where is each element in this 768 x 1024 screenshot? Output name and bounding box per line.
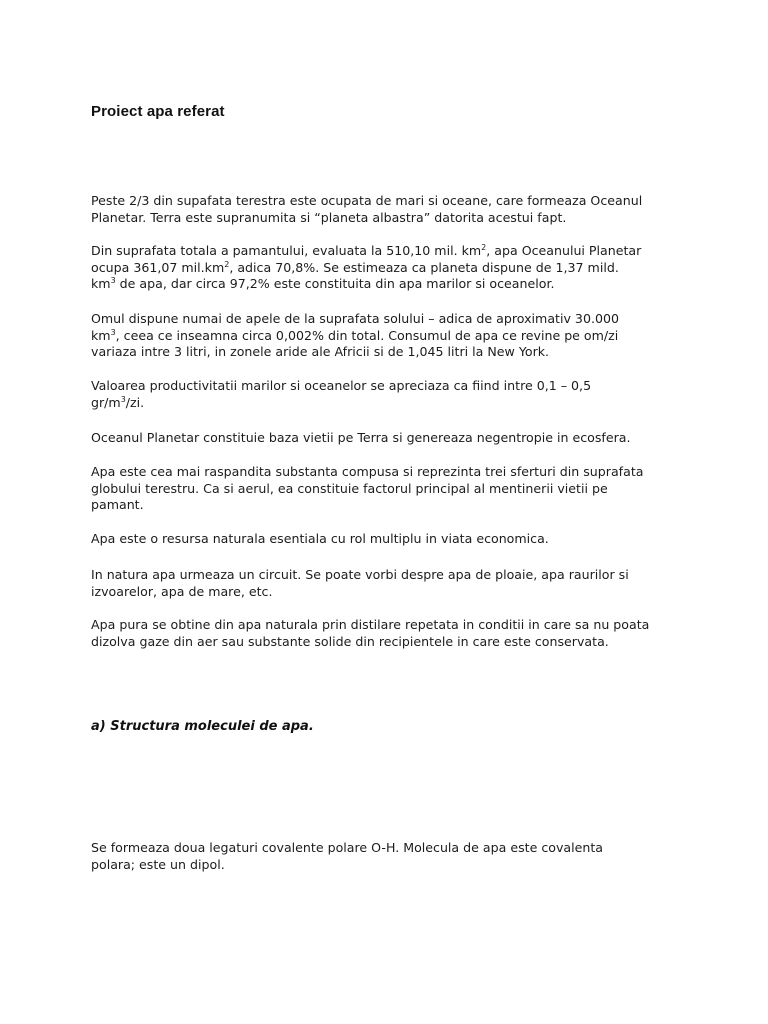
paragraph-planet-ocean <box>91 430 630 447</box>
text-line: globului terestru. Ca si aerul, ea constituie factorul principal al mentinerii vietii pe <box>91 480 608 496</box>
text-fragment: , ceea ce inseamna circa 0,002% din total. Consumul de apa ce revine pe om/zi <box>115 327 619 343</box>
text-line: Apa pura se obtine din apa naturala prin distilare repetata in conditii in care sa nu poata <box>91 617 650 632</box>
text-line <box>91 243 641 260</box>
text-line: In natura apa urmeaza un circuit. Se poate vorbi despre apa de ploaie, apa raurilor si <box>91 567 629 582</box>
paragraph-pure-water <box>91 617 649 650</box>
text-line: izvoarelor, apa de mare, etc. <box>91 583 273 599</box>
superscript: 2 <box>224 259 230 269</box>
text-line: Omul dispune numai de apele de la suprafata solului – adica de aproximativ 30.000 <box>91 311 619 326</box>
paragraph-surface-area <box>91 243 641 293</box>
text-line <box>91 395 591 412</box>
superscript: 2 <box>481 243 487 252</box>
paragraph-fresh-water <box>91 311 619 361</box>
document-title: Proiect apa referat <box>91 103 225 120</box>
text-line: dizolva gaze din aer sau substante solide din recipientele in care este conservata. <box>91 633 609 649</box>
paragraph-natural-resource <box>91 531 549 548</box>
text-fragment: , apa Oceanului Planetar <box>486 243 642 258</box>
section-heading-molecule-structure: a) Structura moleculei de apa. <box>91 719 314 734</box>
text-fragment: ocupa 361,07 mil.km <box>91 259 225 275</box>
text-line <box>91 276 641 293</box>
text-fragment: de apa, dar circa 97,2% este constituita din apa marilor si oceanelor. <box>115 276 555 291</box>
text-line: polara; este un dipol. <box>91 856 225 872</box>
text-line: Apa este o resursa naturala esentiala cu rol multiplu in viata economica. <box>91 531 549 546</box>
paragraph-water-cycle <box>91 567 629 600</box>
text-line: Valoarea productivitatii marilor si oceanelor se apreciaza ca fiind intre 0,1 – 0,5 <box>91 378 592 393</box>
text-line: Oceanul Planetar constituie baza vietii pe Terra si genereaza negentropie in ecosfera. <box>91 430 631 445</box>
text-line: variaza intre 3 litri, in zonele aride ale Africii si de 1,045 litri la New York. <box>91 344 550 359</box>
text-fragment: km <box>91 276 111 291</box>
text-fragment: , adica 70,8%. Se estimeaza ca planeta dispune de 1,37 mild. <box>229 259 619 275</box>
text-line <box>91 328 619 345</box>
text-fragment: Din suprafata totala a pamantului, evaluata la 510,10 mil. km <box>91 243 482 258</box>
text-fragment: /zi. <box>125 394 145 410</box>
text-line: Apa este cea mai raspandita substanta compusa si reprezinta trei sferturi din suprafata <box>91 464 644 479</box>
text-fragment: km <box>91 327 111 343</box>
paragraph-water-spread <box>91 464 644 514</box>
text-line: Peste 2/3 din supafata terestra este ocupata de mari si oceane, care formeaza Oceanul <box>91 193 643 208</box>
text-line: Se formeaza doua legaturi covalente polare O-H. Molecula de apa este covalenta <box>91 840 604 855</box>
paragraph-productivity <box>91 378 591 411</box>
superscript: 3 <box>110 327 116 337</box>
text-line: Planetar. Terra este supranumita si “planeta albastra” datorita acestui fapt. <box>91 209 567 225</box>
superscript: 3 <box>110 276 116 285</box>
superscript: 3 <box>120 394 126 404</box>
text-line <box>91 260 641 277</box>
text-line: pamant. <box>91 497 144 512</box>
text-fragment: gr/m <box>91 394 121 410</box>
paragraph-ocean-coverage <box>91 193 642 226</box>
paragraph-covalent-bonds <box>91 840 603 873</box>
